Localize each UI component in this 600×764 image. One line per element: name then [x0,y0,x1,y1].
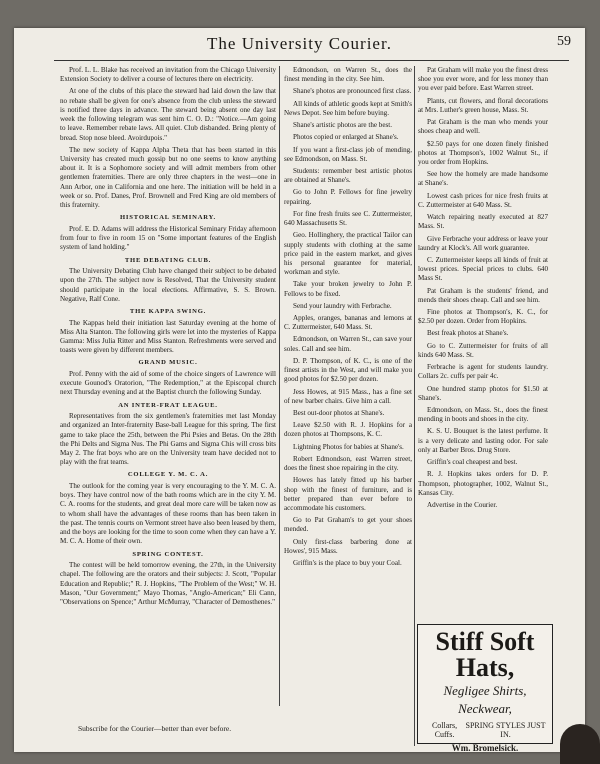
local-notice: $2.50 pays for one dozen finely finished photos at Thompson's, 1002 Walnut St., if you order from Hopkins. [418,139,548,166]
section-heading: GRAND MUSIC. [138,359,198,367]
local-notice: Apples, oranges, bananas and lemons at C. Zuttermeister, 640 Mass. St. [284,314,412,332]
local-notice: Griffin's coal cheapest and best. [427,458,518,467]
local-notice: Lowest cash prices for nice fresh fruits at C. Zuttermeister at 640 Mass. St. [418,191,548,209]
ad-collars: Collars, Cuffs. [431,721,458,739]
local-notice: Watch repairing neatly executed at 827 Mass. St. [418,213,548,231]
local-notice: C. Zuttermeister keeps all kinds of fruit at lowest prices. Special prices to clubs. 640 Mass St. [418,255,548,283]
local-notice: Griffin's is the place to buy your Coal. [293,559,402,568]
local-notice: Howes has lately fitted up his barber shop with the finest of furniture, and is better prepared than ever before to accommodate his customers. [284,476,412,512]
local-notice: Advertise in the Courier. [427,500,498,509]
section-heading: THE KAPPA SWING. [129,307,207,315]
local-notice: Pat Graham is the students' friend, and mends their shoes cheap. Call and see him. [418,286,548,304]
local-notice: Shane's photos are pronounced first class. [293,87,412,96]
local-notice: Lightning Photos for babies at Shane's. [293,442,404,451]
local-notice: K. S. U. Bouquet is the latest perfume. It is a very delicate and lasting odor. For sale only at Barber Bros. Drug Store. [418,427,548,454]
news-paragraph: At one of the clubs of this place the steward had laid down the law that no rebate shall be given for one's absence from the club unless the steward is notified three days in advance. The steward being absent one day last week the following telegram was sent him C. O. D.: "Notice.—Am going to leave. Remember rebate laws. All quiet. Club disbanded. Bring plenty of bread. Stop nose bleed. Avoirdupois." [60,87,276,142]
local-notice: Best freak photos at Shane's. [427,329,509,338]
local-notice: One hundred stamp photos for $1.50 at Shane's. [418,384,548,402]
local-notice: Send your laundry with Ferbrache. [293,301,392,310]
local-notice: For fine fresh fruits see C. Zuttermeister, 640 Massachusetts St. [284,209,412,228]
news-paragraph: The contest will be held tomorrow evening, the 27th, in the University chapel. The following are the orators and their subjects: J. Scott, "Popular Education and Republic;" R. J. Hopkins, "The Problem of the West;" W. H. Mason, "Our Government;" Mayo Thomas, "Anglo-American;" Eli Cann, "Observations on Spence;" Arthur McMurray, "Character of Demosthenes." [60,561,276,606]
local-notice: Students: remember best artistic photos are obtained at Shane's. [284,166,412,185]
column-divider [414,66,415,746]
local-notice: Plants, cut flowers, and floral decorations at Mrs. Luther's green house, Mass. St. [418,96,548,114]
section-heading: AN INTER-FRAT LEAGUE. [118,401,218,409]
local-notice: Shane's artistic photos are the best. [293,121,392,130]
news-paragraph: The University Debating Club have changed their subject to be debated upon the 27th. The subject now is Resolved, That the University student should participate in the local elections. Affirmative, S. S. Brown. Negative, Ralf Cone. [60,267,276,303]
local-notice: Robert Edmondson, east Warren street, does the finest shoe repairing in the city. [284,454,412,473]
header-rule [54,60,569,61]
local-notice: Go to C. Zuttermeister for fruits of all kinds 640 Mass. St. [418,341,548,359]
thumb [560,724,600,764]
local-notice: All kinds of athletic goods kept at Smith's News Depot. See him before buying. [284,99,412,117]
page-number: 59 [557,34,571,49]
column-divider [279,66,280,706]
local-notice: Edmondson, on Warren St., can save your soles. Call and see him. [284,335,412,353]
ad-headline: Stiff Soft Hats, [435,627,535,682]
ad-spring-styles: SPRING STYLES JUST IN. [465,721,546,739]
column-locals-1 [284,66,412,706]
newspaper-page [14,28,585,752]
local-notice: Leave $2.50 with R. J. Hopkins for a dozen photos at Thompsons, K. C. [284,421,412,439]
local-notice: Pat Graham is the man who mends your shoes cheap and well. [418,118,548,136]
section-heading: COLLEGE Y. M. C. A. [127,471,209,479]
local-notice: Go to Pat Graham's to get your shoes mended. [284,516,412,534]
subscribe-note: Subscribe for the Courier—better than ever before. [78,724,232,733]
local-notice: Only first-class barbering done at Howes', 915 Mass. [284,537,412,555]
section-heading: HISTORICAL SEMINARY. [119,214,216,222]
ad-merchant: Wm. Bromelsick. [451,743,519,753]
local-notice: See how the homely are made handsome at Shane's. [418,170,548,188]
local-notice: If you want a first-class job of mending, see Edmondson, on Mass. St. [284,145,412,163]
local-notice: Give Ferbrache your address or leave your laundry at Klock's. All work guarantee. [418,234,548,252]
section-heading: THE DEBATING CLUB. [124,256,212,264]
local-notice: Take your broken jewelry to John P. Fellows to be fixed. [284,280,412,298]
ad-neckwear: Neckwear, [458,701,512,716]
news-paragraph: The Kappas held their initiation last Saturday evening at the home of Miss Alta Stanton. The following girls were let into the mysteries of Kappa Gamma: Miss Julia Ritter and Miss Stanton. Refreshments were served and toasts were given by different members. [60,318,276,355]
local-notice: Pat Graham will make you the finest dress shoe you ever wore, and for less money than you ever paid before. East Warren street. [418,66,548,93]
local-notice: Go to John P. Fellows for fine jewelry repairing. [284,188,412,206]
news-paragraph: The new society of Kappa Alpha Theta that has been started in this University has created much gossip but no one seems to know anything about it. It is a Sophomore society and will admit members from other gentlemen fraternities. There are only three chapters in the west—one in Ann Arbor, one in California and one here. The initiation will be held in a week or so. Prof. Danes, Prof. Brownell and Fred King are old members of this fraternity. [60,145,276,210]
news-paragraph: The outlook for the coming year is very encouraging to the Y. M. C. A. boys. They have control now of the bath rooms which are in the city Y. M. C. A. rooms for the students, and great deal more care will be taken now as to whom shall have the advantages of these rooms than has been taken in the past. The tennis courts on Vermont street have also been leased by them, and the boys are looking for the time to soon come when they can have a Y. M. C. A. Home of their own. [60,482,276,546]
local-notice: Jess Howes, at 915 Mass., has a fine set of new barber chairs. Give him a call. [284,387,412,405]
local-notice: Edmondson, on Mass. St., does the finest mending in boots and shoes in the city. [418,406,548,424]
news-paragraph: Representatives from the six gentlemen's fraternities met last Monday and organized an Inter-fraternity Base-ball League for this spring. The first game to take place the 25th, between the Phi Psies and Betas. On the 28th the Phi Delts and Sigma Nus. The Phi Gams and Sigma Chis will cross bits May 2. The frat boys who are on the University team have decided not to play with the frat teams. [60,412,276,467]
page-title: The University Courier. [207,34,392,53]
local-notice: Geo. Hollinghery, the practical Tailor can supply students with clothing at the same price paid in the eastern market, and gives his personal guarantee for material, workman and style. [284,231,412,277]
column-news [60,66,276,696]
section-heading: SPRING CONTEST. [132,550,204,558]
hat-advertisement [417,624,553,753]
local-notice: Best out-door photos at Shane's. [293,409,385,417]
news-paragraph: Prof. Penny with the aid of some of the choice singers of Lawrence will execute Gounod's Oratorion, "The Redemption," at the Episcopal church next Thursday evening and at the Baptist church the following Sunday. [60,369,276,397]
local-notice: Edmondson, on Warren St., does the finest mending in the city. See him. [284,66,412,84]
local-notice: D. P. Thompson, of K. C., is one of the finest artists in the West, and will make you good photos for $2.50 per dozen. [284,356,412,384]
local-notice: Photos copied or enlarged at Shane's. [293,133,399,142]
news-paragraph: Prof. E. D. Adams will address the Historical Seminary Friday afternoon from four to five in room 15 on "Some important features of the English system of land holding." [60,224,276,252]
local-notice: R. J. Hopkins takes orders for D. P. Thompson, photographer, 1002, Walnut St., Kansas City. [418,470,548,497]
local-notice: Ferbrache is agent for students laundry. Collars 2c. cuffs per pair 4c. [418,363,548,381]
column-locals-2 [418,66,548,636]
ad-shirts: Negligee Shirts, [443,683,527,698]
news-paragraph: Prof. L. L. Blake has received an invitation from the Chicago University Extension Society to deliver a course of lectures there on electricity. [60,66,276,84]
local-notice: Fine photos at Thompson's, K. C., for $2.50 per dozen. Order from Hopkins. [418,308,548,326]
